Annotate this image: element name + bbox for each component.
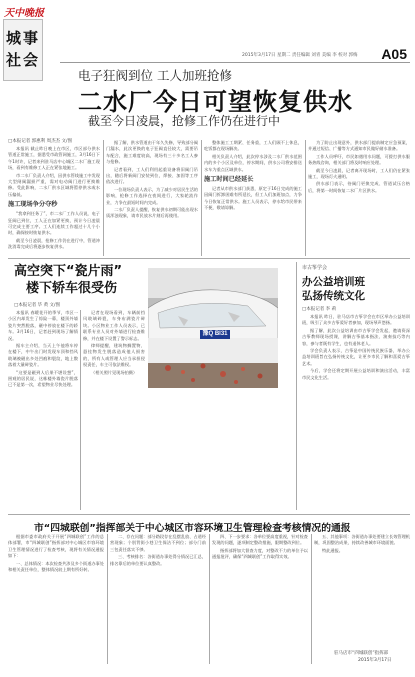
lead-c3-p1: 整体施工工期紧、任务重，工人们顾不上休息，吃饭都在现场解决。 xyxy=(204,140,302,152)
column-divider xyxy=(103,140,104,256)
side-p2: 据了解，此次公益培训由市古筝学会发起，邀请资深古筝教师现场授课，讲解古筝基本指法、演奏技巧等内容，参与者既有学生，也有退休老人。 xyxy=(302,327,410,346)
side-kicker: 市古筝学会 xyxy=(302,265,328,271)
lead-headline: 二水厂今日可望恢复供水 xyxy=(78,88,353,116)
side-p4: 今后，学会还将定期开展公益培训和演出活动，丰富市民文化生活。 xyxy=(302,368,410,380)
page-number: A05 xyxy=(381,46,407,62)
car-damage-photo xyxy=(148,268,278,388)
story2-byline: □本报记者 毕 黄 文/图 xyxy=(14,303,61,308)
section-label xyxy=(3,19,43,81)
section-rule xyxy=(8,514,410,515)
lead-c4-p2: 工作人员呼吁，市民如遇用水问题，可拨打供水服务热线咨询，相关部门将及时响应处理。 xyxy=(308,153,410,166)
notice-column-4 xyxy=(314,534,410,646)
story2-c1-p2: 据车主介绍，当天上午他将车停在楼下，中午出门时发现车顶和挡风玻璃被砸出多处凹痕和裂纹，地上散落着大量碎瓷片。 xyxy=(8,343,78,368)
notice-column-2 xyxy=(110,534,206,664)
column-divider xyxy=(311,534,312,664)
story2-c1-p1: 本报讯 春暖花开的季节，市区一小区内却发生了惊险一幕，楼顶外墙瓷片突然脱落，砸中停放在楼下的轿车。3月16日，记者赶到现场了解情况。 xyxy=(8,310,78,341)
column-divider xyxy=(209,534,210,664)
lead-column-2 xyxy=(106,140,198,256)
lead-c1-p4: 截至今日凌晨，抢修工作仍在进行中，管道冲洗消毒完成后将逐步恢复供水。 xyxy=(8,237,100,250)
notice-column-1 xyxy=(8,534,104,664)
notice-c2-p2: 三、考核排名：各街道办事处得分情况已汇总，排名靠后的单位要认真整改。 xyxy=(110,554,206,566)
lead-c1-p2: 市二水厂负责人介绍，因供水管线施工中发现大型闸阀漏损严重，需对电动阀门进行更换维修。受此影响，二水厂供水区域将暂停供水或水压偏低。 xyxy=(8,172,100,197)
story2-column-1 xyxy=(8,310,78,510)
notice-title: 市“四城联创”指挥部关于中心城区市容环境卫生管理检查考核情况的通报 xyxy=(34,523,351,534)
newspaper-logo: 天中晚报 xyxy=(4,8,44,19)
notice-c1-p1: 根据市委市政府关于开展“四城联创”工作的总体部署，市“四城联创”指挥部对中心城区市容环境卫生管理情况进行了检查考核，现将有关情况通报如下： xyxy=(8,534,104,559)
lead-column-1 xyxy=(8,146,100,256)
lead-c3-subhead: 施工时间已经延长 xyxy=(204,176,254,184)
section-rule xyxy=(8,258,410,259)
lead-c3-p2: 相关负责人介绍，此次停水涉及二水厂供水范围内的多个小区及单位，停水期间，供水公司将安排送水车为重点区域供水。 xyxy=(204,153,302,172)
story2-c2-p2: 律师提醒，建筑物搁置物、悬挂物发生脱落造成他人损害的，所有人或管理人应当承担侵权责任，车主可依法维权。 xyxy=(83,343,145,368)
lead-c2-p3: 一位现场负责人表示，为了减少对居民生活的影响，抢修工作选择在夜间进行，大家轮流作业，力争在最短时间内完成。 xyxy=(106,186,198,205)
notice-c4-p1: 五、其他事项：各街道办事处要建立长效管理机制，巩固整治成果，持续改善城市环境面貌。 xyxy=(314,534,410,546)
notice-column-3 xyxy=(212,534,308,664)
side-title-line1: 办公益培训班 xyxy=(302,276,365,288)
column-divider xyxy=(107,534,108,664)
lead-c2-p1: 据了解，供水管道由于年久失修，导致部分阀门漏水，此次更换的电子狂阀直径较大，需要吊车配合，施工难度较高，现场有三十多名工人参与抢修。 xyxy=(106,140,198,165)
lead-column-4 xyxy=(308,140,410,256)
notice-date: 2015年3月17日 xyxy=(358,658,392,663)
notice-c2-p1: 二、存在问题：部分路段存在乱摆乱放、占道经营现象；个别背街小巷卫生保洁不到位；部分门前三包责任落实不够。 xyxy=(110,534,206,552)
lead-c4-p1: 为了防止出现意外，供水部门提前制定应急预案，并通过短信、广播等方式通知市民做好储水准备。 xyxy=(308,140,410,152)
lead-c1-p3: “我拿到任务了”，市二水厂工作人员说，电子狂阀已到位，工人正在加紧更换，预计今日凌晨可完成主要工序。工人们连续工作超过十几个小时，确保按时恢复供水。 xyxy=(8,211,100,236)
lead-c4-p3: 截至今日凌晨，记者离开现场时，工人们仍在紧张施工，现场灯火通明。 xyxy=(308,167,410,180)
column-divider xyxy=(305,140,306,256)
notice-c3-p2: 指挥部将加大督查力度，对整改不力的单位予以通报批评，确保“四城联创”工作取得实效。 xyxy=(212,547,308,560)
side-byline: □本报记者 李 莉 xyxy=(302,307,337,312)
lead-c2-p2: 记者看到，工人们利用起重设备将旧阀门吊出，随后将新阀门安装到位，焊接、加固等工序依次进行。 xyxy=(106,166,198,185)
dateline: 2015年3月17日 星期二 责任编辑 刘青 美编 李 校对 郭梅 xyxy=(242,53,358,58)
car-photo-graphic xyxy=(148,268,278,388)
lead-c4-p4: 供水部门表示，待阀门更换完成、管道试压合格后，将第一时间恢复二水厂片区供水。 xyxy=(308,181,410,193)
lead-column-3 xyxy=(204,140,302,256)
lead-c1-subhead: 施工现场争分夺秒 xyxy=(8,201,58,209)
notice-c1-p2: 一、总体情况：本次检查共涉及多个街道办事处和相关责任单位，整体情况较上期有所好转。 xyxy=(8,560,104,573)
column-divider xyxy=(296,262,297,510)
section-label-line2: 社会 xyxy=(5,51,40,69)
story2-column-2 xyxy=(83,310,145,510)
story2-c2-p1: 记者在现场看到，车辆前挡风玻璃碎裂，车身布满瓷片碎块。小区物业工作人员表示，已联系专业人员对外墙进行检查维修，并在楼下设置了警示标志。 xyxy=(83,310,145,341)
side-column xyxy=(302,314,410,510)
column-divider xyxy=(201,140,202,256)
story2-title-line1: 高空突下“瓷片雨” xyxy=(14,264,123,279)
side-title-line2: 弘扬传统文化 xyxy=(302,290,365,302)
section-label-line1: 城事 xyxy=(5,29,40,47)
story2-c2-p3: （相关照片见现场拍摄） xyxy=(91,369,138,375)
lead-c3-p3: 记者从市供水部门获悉，原定于16日完成的施工因阀门拆卸困难有所延长，但工人们加班加点，力争今日恢复正常供水。施工人员表示，停水给市民带来不便，敬请谅解。 xyxy=(204,186,302,211)
lead-c2-p4: 二水厂负责人提醒，恢复供水初期可能出现水质浑浊现象，请市民放水片刻后再使用。 xyxy=(106,207,198,219)
lead-subhead: 截至今日凌晨，抢修工作仍在进行中 xyxy=(88,114,281,128)
header-rule xyxy=(60,62,410,63)
lead-c1-p1: 本报讯 截止昨日晚上在市区，市区部分供水管道正常施工，据悉受市政管网施工，3月16日下午1时许，记者来到驻马店中心城区二水厂施工现场，看到有维修工人正在紧张地施工。 xyxy=(8,146,100,171)
notice-issuer: 驻马店市“四城联创”指挥部 xyxy=(334,651,389,656)
lead-byline: □本报记者 郭惠利 周杰杰 文/图 xyxy=(8,139,73,144)
story2-title-line2: 楼下轿车很受伤 xyxy=(26,281,118,296)
column-divider xyxy=(80,310,81,510)
lead-kicker: 电子狂阀到位 工人加班抢修 xyxy=(78,68,232,83)
license-plate: 豫Q BI31 xyxy=(200,330,230,339)
side-p3: 学会负责人表示，古筝是中国传统民族乐器，举办公益培训班旨在弘扬传统文化，让更多市民了解和喜爱古筝艺术。 xyxy=(302,348,410,366)
notice-c3-p1: 四、下一步要求：各单位要高度重视，针对检查发现的问题，逐项制定整改措施，限期整改到位。 xyxy=(212,534,308,546)
notice-c4-p2: 特此通报。 xyxy=(322,547,343,553)
side-p1: 本报讯 昨日，驻马店市古筝学会在市区举办公益培训班，吸引了众多古筝爱好者参加，现场琴声悠扬。 xyxy=(302,314,410,326)
story2-c1-p3: “这要是砸到人后果不堪设想”，围观的居民说，这栋楼外墙瓷片脱落已不是第一次，希望物业尽快处理。 xyxy=(8,369,78,388)
